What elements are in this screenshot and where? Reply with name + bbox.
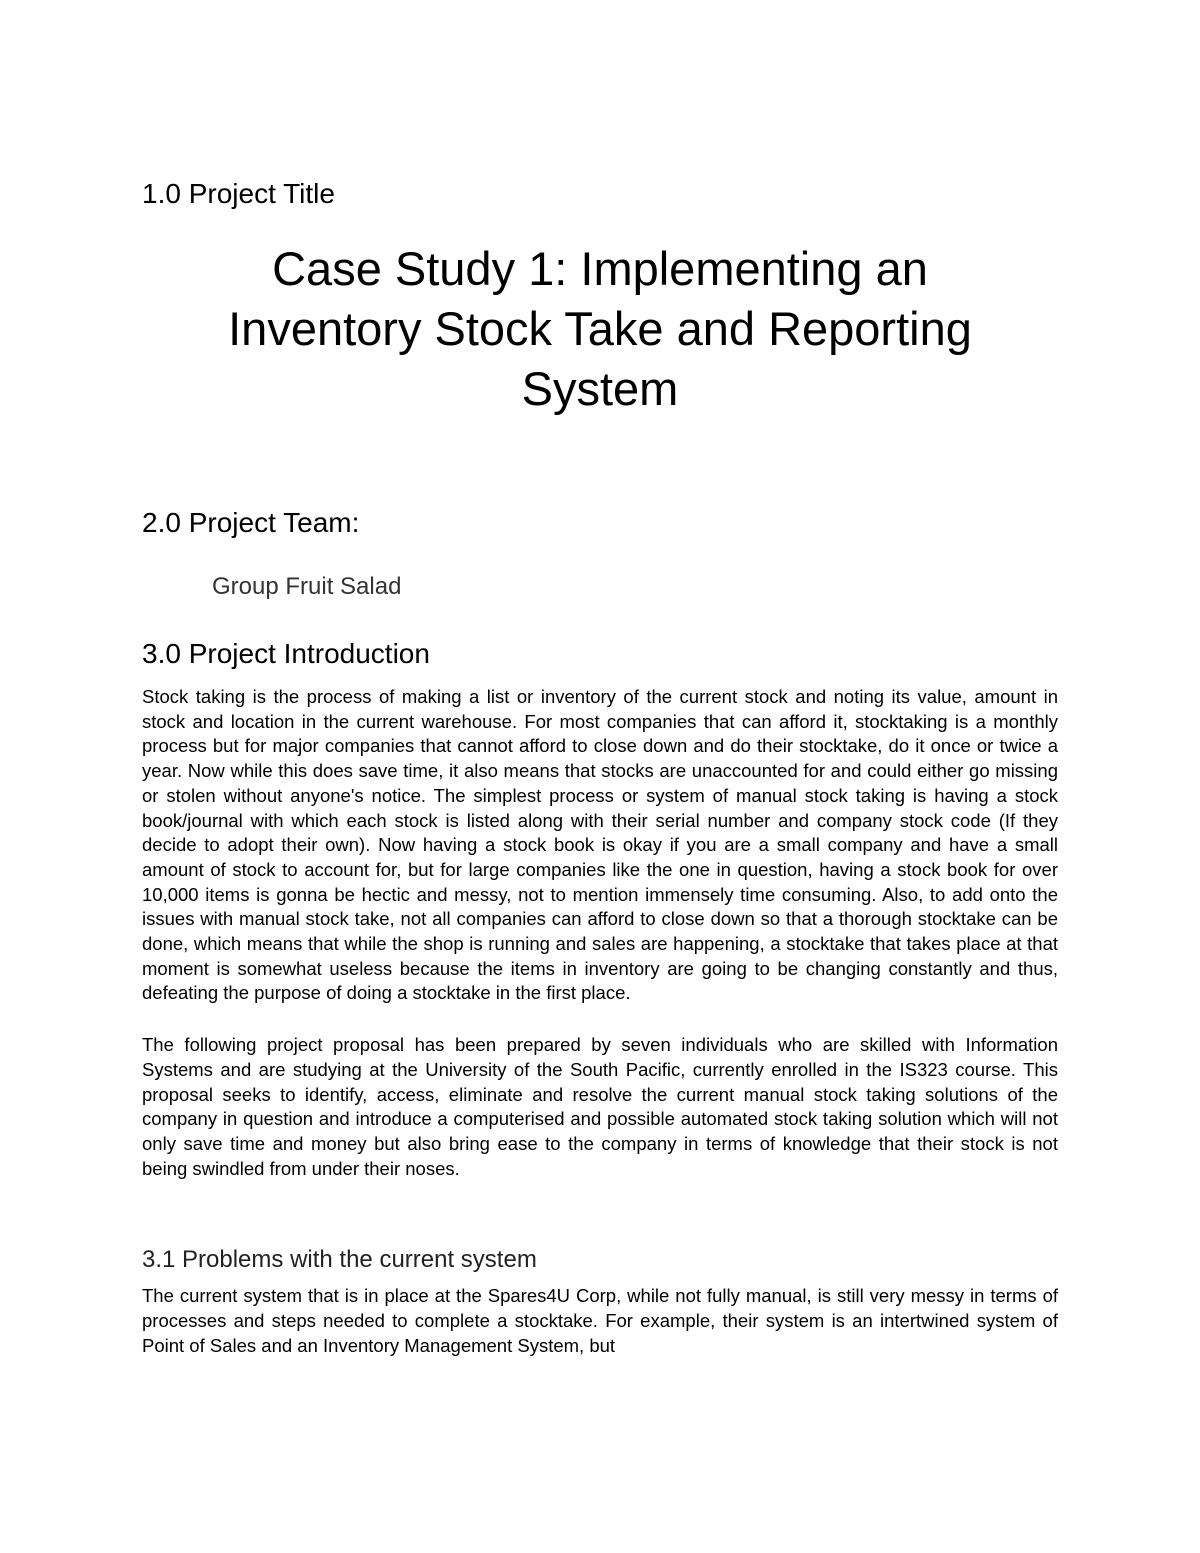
title-line: System xyxy=(521,362,679,415)
title-line: Inventory Stock Take and Reporting xyxy=(228,302,972,355)
document-body xyxy=(142,176,1058,1358)
intro-paragraph: The following project proposal has been prepared by seven individuals who are skilled with Information Systems and are studying at the University of the South Pacific, currently enrolled in the IS323 course. This proposal seeks to identify, access, eliminate and resolve the current manual stock taking solutions of the company in question and introduce a computerised and possible automated stock taking solution which will not only save time and money but also bring ease to the company in terms of knowledge that their stock is not being swindled from under their noses. xyxy=(142,1034,1058,1179)
title-line: Case Study 1: Implementing an xyxy=(272,242,928,295)
team-name: Group Fruit Salad xyxy=(212,573,402,600)
problems-heading: 3.1 Problems with the current system xyxy=(142,1246,537,1274)
problems-paragraph: The current system that is in place at the Spares4U Corp, while not fully manual, is still very messy in terms of processes and steps needed to complete a stocktake. For example, their system is an intertwined system of Point of Sales and an Inventory Management System, but xyxy=(142,1285,1058,1356)
case-study-title xyxy=(142,239,1058,419)
intro-paragraph: Stock taking is the process of making a list or inventory of the current stock and noting its value, amount in stock and location in the current warehouse. For most companies that can afford it, stocktaking is a monthly process but for major companies that cannot afford to close down and do their stocktake, do it once or twice a year. Now while this does save time, it also means that stocks are unaccounted for and could either go missing or stolen without anyone's notice. The simplest process or system of manual stock taking is having a stock book/journal with which each stock is listed along with their serial number and company stock code (If they decide to adopt their own). Now having a stock book is okay if you are a small company and have a small amount of stock to account for, but for large companies like the one in question, having a stock book for over 10,000 items is gonna be hectic and messy, not to mention immensely time consuming. Also, to add onto the issues with manual stock take, not all companies can afford to close down so that a thorough stocktake can be done, which means that while the shop is running and sales are happening, a stocktake that takes place at that moment is somewhat useless because the items in inventory are going to be changing constantly and thus, defeating the purpose of doing a stocktake in the first place. xyxy=(142,686,1058,1004)
project-title-heading: 1.0 Project Title xyxy=(142,178,335,209)
project-team-heading: 2.0 Project Team: xyxy=(142,507,360,538)
project-introduction-heading: 3.0 Project Introduction xyxy=(142,638,430,669)
